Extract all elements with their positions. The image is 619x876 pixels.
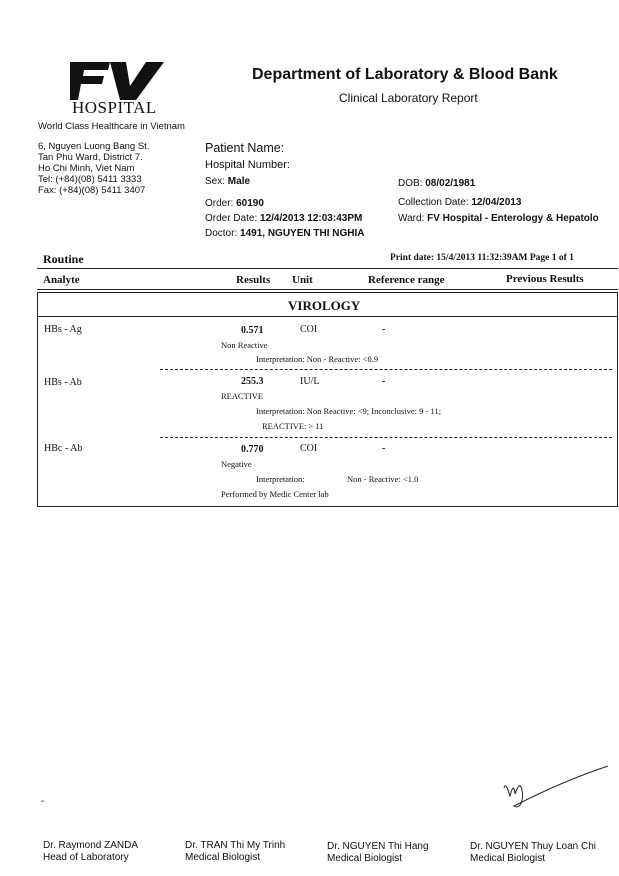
sex-value: Male	[227, 176, 251, 187]
sex-label: Sex:	[205, 176, 226, 187]
result-status: Negative	[221, 459, 252, 469]
result-unit: COI	[300, 443, 318, 454]
doctor-field	[205, 228, 365, 239]
interpretation: Non - Reactive: <1.0	[347, 474, 419, 484]
order-date-value: 12/4/2013 12:03:43PM	[260, 213, 363, 224]
col-previous-results: Previous Results	[506, 273, 584, 285]
footer-mark: -	[41, 796, 45, 807]
address-line: Ho Chi Minh, Viet Nam	[38, 163, 135, 174]
print-date: Print date: 15/4/2013 11:32:39AM Page 1 of 1	[390, 253, 574, 263]
ward-field	[398, 213, 599, 224]
ward-label: Ward:	[398, 213, 425, 224]
ward-value: FV Hospital - Enterology & Hepatolo	[427, 213, 599, 224]
col-unit: Unit	[292, 274, 313, 286]
address-line: Tel: (+84)(08) 5411 3333	[38, 174, 142, 185]
hospital-tagline: World Class Healthcare in Vietnam	[38, 121, 185, 132]
interpretation: Interpretation: Non - Reactive: <0.9	[256, 354, 379, 364]
interpretation-label: Interpretation:	[256, 474, 305, 484]
collection-label: Collection Date:	[398, 197, 469, 208]
analyte-name: HBc - Ab	[44, 443, 83, 454]
hospital-number-label: Hospital Number:	[205, 159, 290, 171]
lab-note: Performed by Medic Center lab	[221, 489, 329, 499]
signer-role: Medical Biologist	[470, 853, 546, 864]
department-title: Department of Laboratory & Blood Bank	[252, 66, 558, 83]
analyte-name: HBs - Ab	[44, 377, 82, 388]
col-reference-range: Reference range	[368, 274, 445, 286]
signer-name: Dr. Raymond ZANDA	[43, 840, 139, 851]
address-line: 6, Nguyen Luong Bang St.	[38, 141, 150, 152]
reference-range: -	[382, 324, 386, 335]
interpretation: Interpretation: Non Reactive: <9; Inconclusive: 9 - 11;	[256, 406, 442, 416]
col-results: Results	[236, 274, 271, 286]
hospital-address	[38, 141, 149, 196]
group-title: VIROLOGY	[288, 298, 361, 313]
result-value: 0.770	[241, 444, 264, 455]
reference-range: -	[382, 443, 386, 454]
dob-label: DOB:	[398, 178, 423, 189]
order-date-field	[205, 213, 362, 224]
row-divider	[160, 369, 612, 370]
signer-name: Dr. NGUYEN Thuy Loan Chi	[470, 841, 596, 852]
result-value: 255.3	[241, 376, 264, 387]
result-value: 0.571	[241, 325, 264, 336]
doctor-label: Doctor:	[205, 228, 238, 239]
signer-block	[327, 841, 429, 865]
fv-logo	[70, 62, 164, 100]
header-rule-top	[37, 268, 618, 269]
collection-value: 12/04/2013	[471, 197, 522, 208]
hospital-name: HOSPITAL	[72, 98, 157, 117]
signer-block	[470, 841, 596, 865]
analyte-name: HBs - Ag	[44, 324, 82, 335]
report-title: Clinical Laboratory Report	[339, 91, 478, 105]
result-status: REACTIVE	[221, 391, 264, 401]
signer-role: Head of Laboratory	[43, 852, 129, 863]
collection-field	[398, 197, 521, 208]
signer-name: Dr. TRAN Thi My Trinh	[185, 840, 286, 851]
address-line: Fax: (+84)(08) 5411 3407	[38, 185, 146, 196]
signer-name: Dr. NGUYEN Thi Hang	[327, 841, 429, 852]
reference-range: -	[382, 376, 386, 387]
patient-name-label: Patient Name:	[205, 141, 285, 155]
order-label: Order:	[205, 198, 234, 209]
signer-role: Medical Biologist	[327, 853, 403, 864]
signer-block	[185, 840, 285, 864]
header-rule-bottom	[37, 289, 618, 290]
row-divider	[160, 437, 612, 438]
result-unit: IU/L	[300, 376, 320, 387]
result-status: Non Reactive	[221, 340, 268, 350]
logo-text: FV	[70, 62, 72, 63]
signer-role: Medical Biologist	[185, 852, 261, 863]
address-line: Tan Phu Ward, District 7.	[38, 152, 143, 163]
group-rule	[37, 316, 618, 317]
result-unit: COI	[300, 324, 318, 335]
order-value: 60190	[236, 198, 264, 209]
sex-field	[205, 176, 250, 187]
order-date-label: Order Date:	[205, 213, 258, 224]
signature	[500, 760, 612, 815]
section-name: Routine	[43, 252, 84, 266]
signer-block	[43, 840, 138, 864]
doctor-value: 1491, NGUYEN THI NGHIA	[240, 228, 365, 239]
order-field	[205, 198, 264, 209]
results-table	[37, 292, 618, 507]
interpretation: REACTIVE: > 11	[262, 421, 324, 431]
col-analyte: Analyte	[43, 274, 80, 286]
dob-field	[398, 178, 475, 189]
dob-value: 08/02/1981	[425, 178, 476, 189]
